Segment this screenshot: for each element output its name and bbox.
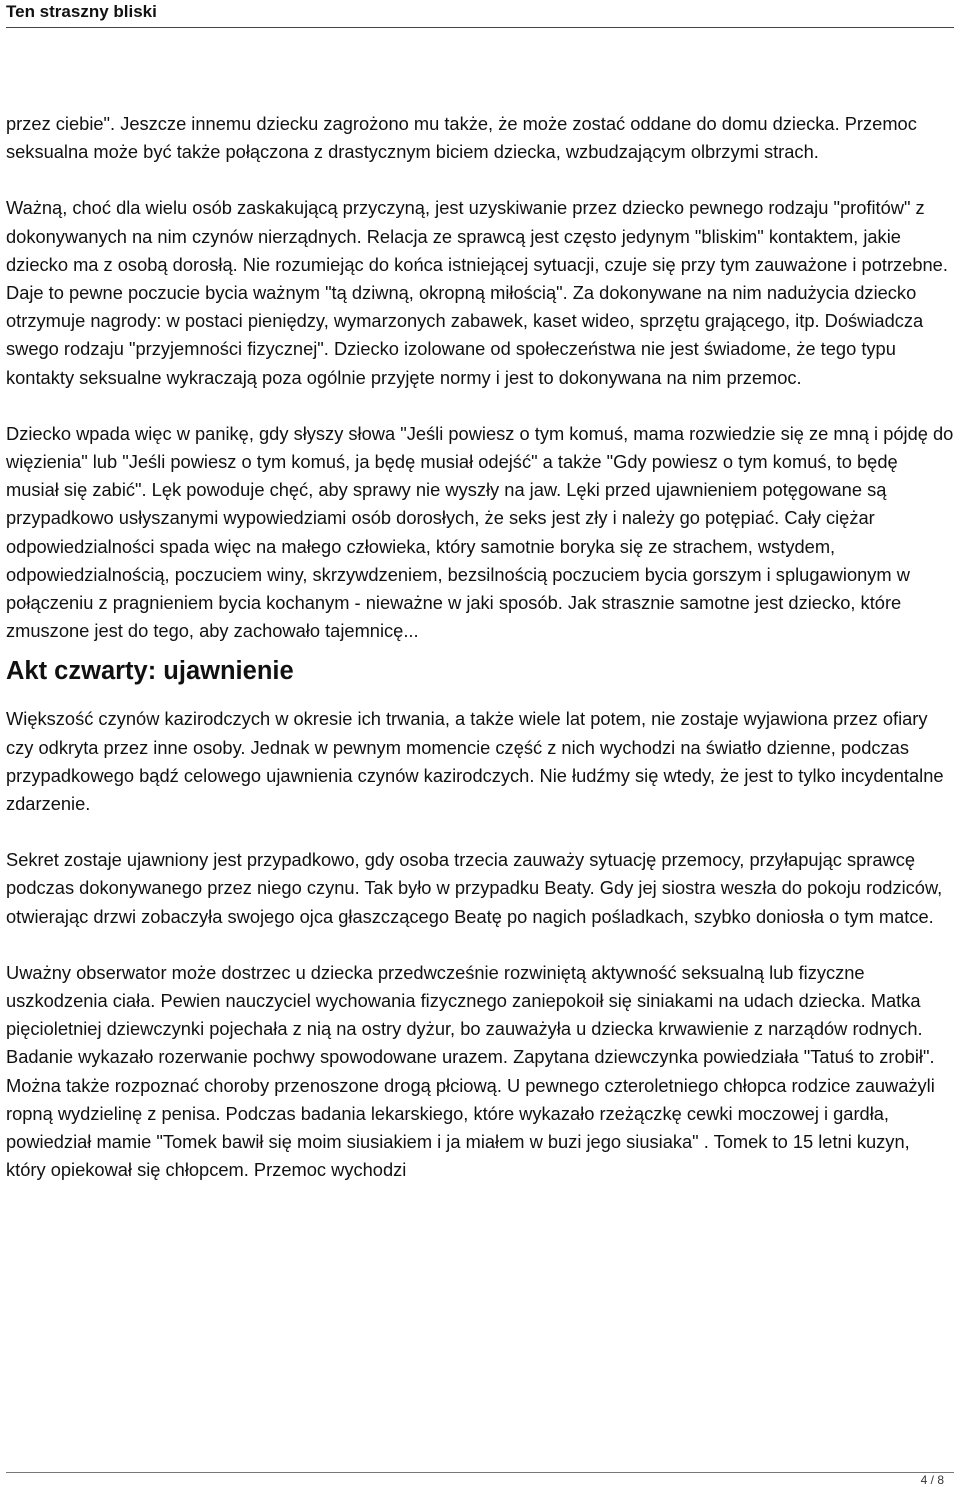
page-number: 4 / 8 (920, 1473, 944, 1487)
section-heading: Akt czwarty: ujawnienie (6, 657, 294, 686)
paragraph-profits: Ważną, choć dla wielu osób zaskakującą przyczyną, jest uzyskiwanie przez dziecko pewnego rodzaju "profitów" z dokonywanych na nim czynów nierządnych. Relacja ze sprawcą jest często jedynym "bliskim" kontaktem, jakie dziecko ma z osobą dorosłą. Nie rozumiejąc do końca istniejącej sytuacji, czuje się przy tym zauważone i potrzebne. Daje to pewne poczucie bycia ważnym "tą dziwną, okropną miłością". Za dokonywane na nim nadużycia dziecko otrzymuje nagrody: w postaci pieniędzy, wymarzonych zabawek, kaset wideo, sprzętu grającego, itp. Doświadcza swego rodzaju "przyjemności fizycznej". Dziecko izolowane od społeczeństwa nie jest świadome, że tego typu kontakty seksualne wykraczają poza ogólnie przyjęte normy i jest to dokonywana na nim przemoc. (6, 197, 948, 388)
paragraph-threats: przez ciebie". Jeszcze innemu dziecku zagrożono mu także, że może zostać oddane do domu dziecka. Przemoc seksualna może być także połączona z drastycznym biciem dziecka, wzbudzającym olbrzymi strach. (6, 113, 917, 163)
document-title: Ten straszny bliski (6, 2, 157, 21)
paragraph-accidental-disclosure: Sekret zostaje ujawniony jest przypadkowo, gdy osoba trzecia zauważy sytuację przemocy, przyłapując sprawcę podczas dokonywanego przez niego czynu. Tak było w przypadku Beaty. Gdy jej siostra weszła do pokoju rodziców, otwierając drzwi zobaczyła swojego ojca głaszczącego Beatę po nagich pośladkach, szybko doniosła o tym matce. (6, 849, 943, 927)
paragraph-panic: Dziecko wpada więc w panikę, gdy słyszy słowa "Jeśli powiesz o tym komuś, mama rozwiedzie się ze mną i pójdę do więzienia" lub "Jeśli powiesz o tym komuś, ja będę musiał odejść" a także "Gdy powiesz o tym komuś, to będę musiał się zabić". Lęk powoduje chęć, aby sprawy nie wyszły na jaw. Lęki przed ujawnieniem potęgowane są przypadkowo usłyszanymi wypowiedziami osób dorosłych, że seks jest zły i należy go potępiać. Cały ciężar odpowiedzialności spada więc na małego człowieka, który samotnie boryka się ze strachem, wstydem, odpowiedzialnością, poczuciem winy, skrzywdzeniem, bezsilnością poczuciem bycia gorszym i splugawionym w połączeniu z pragnieniem bycia kochanym - nieważne w jaki sposób. Jak strasznie samotne jest dziecko, które zmuszone jest do tego, aby zachowało tajemnicę... (6, 422, 954, 642)
footer-divider (6, 1472, 954, 1473)
paragraph-disclosure-intro: Większość czynów kazirodczych w okresie ich trwania, a także wiele lat potem, nie zostaje wyjawiona przez ofiary czy odkryta przez inne osoby. Jednak w pewnym momencie część z nich wychodzi na światło dzienne, podczas przypadkowego bądź celowego ujawnienia czynów kazirodczych. Nie łudźmy się wtedy, że jest to tylko incydentalne zdarzenie. (6, 708, 944, 815)
paragraph-observer: Uważny obserwator może dostrzec u dziecka przedwcześnie rozwiniętą aktywność seksualną lub fizyczne uszkodzenia ciała. Pewien nauczyciel wychowania fizycznego zaniepokoił się siniakami na udach dziecka. Matka pięcioletniej dziewczynki pojechała z nią na ostry dyżur, bo zauważyła u dziecka krwawienie z narządów rodnych. Badanie wykazało rozerwanie pochwy spowodowane urazem. Zapytana dziewczynka powiedziała "Tatuś to zrobił". Można także rozpoznać choroby przenoszone drogą płciową. U pewnego czteroletniego chłopca rodzice zauważyli ropną wydzielinę z penisa. Podczas badania lekarskiego, które wykazało rzeżączkę cewki moczowej i gardła, powiedział mamie "Tomek bawił się moim siusiakiem i ja miałem w buzi jego siusiaka" . Tomek to 15 letni kuzyn, który opiekował się chłopcem. Przemoc wychodzi (6, 961, 935, 1181)
page-header (6, 0, 954, 28)
document-body (6, 110, 954, 1185)
